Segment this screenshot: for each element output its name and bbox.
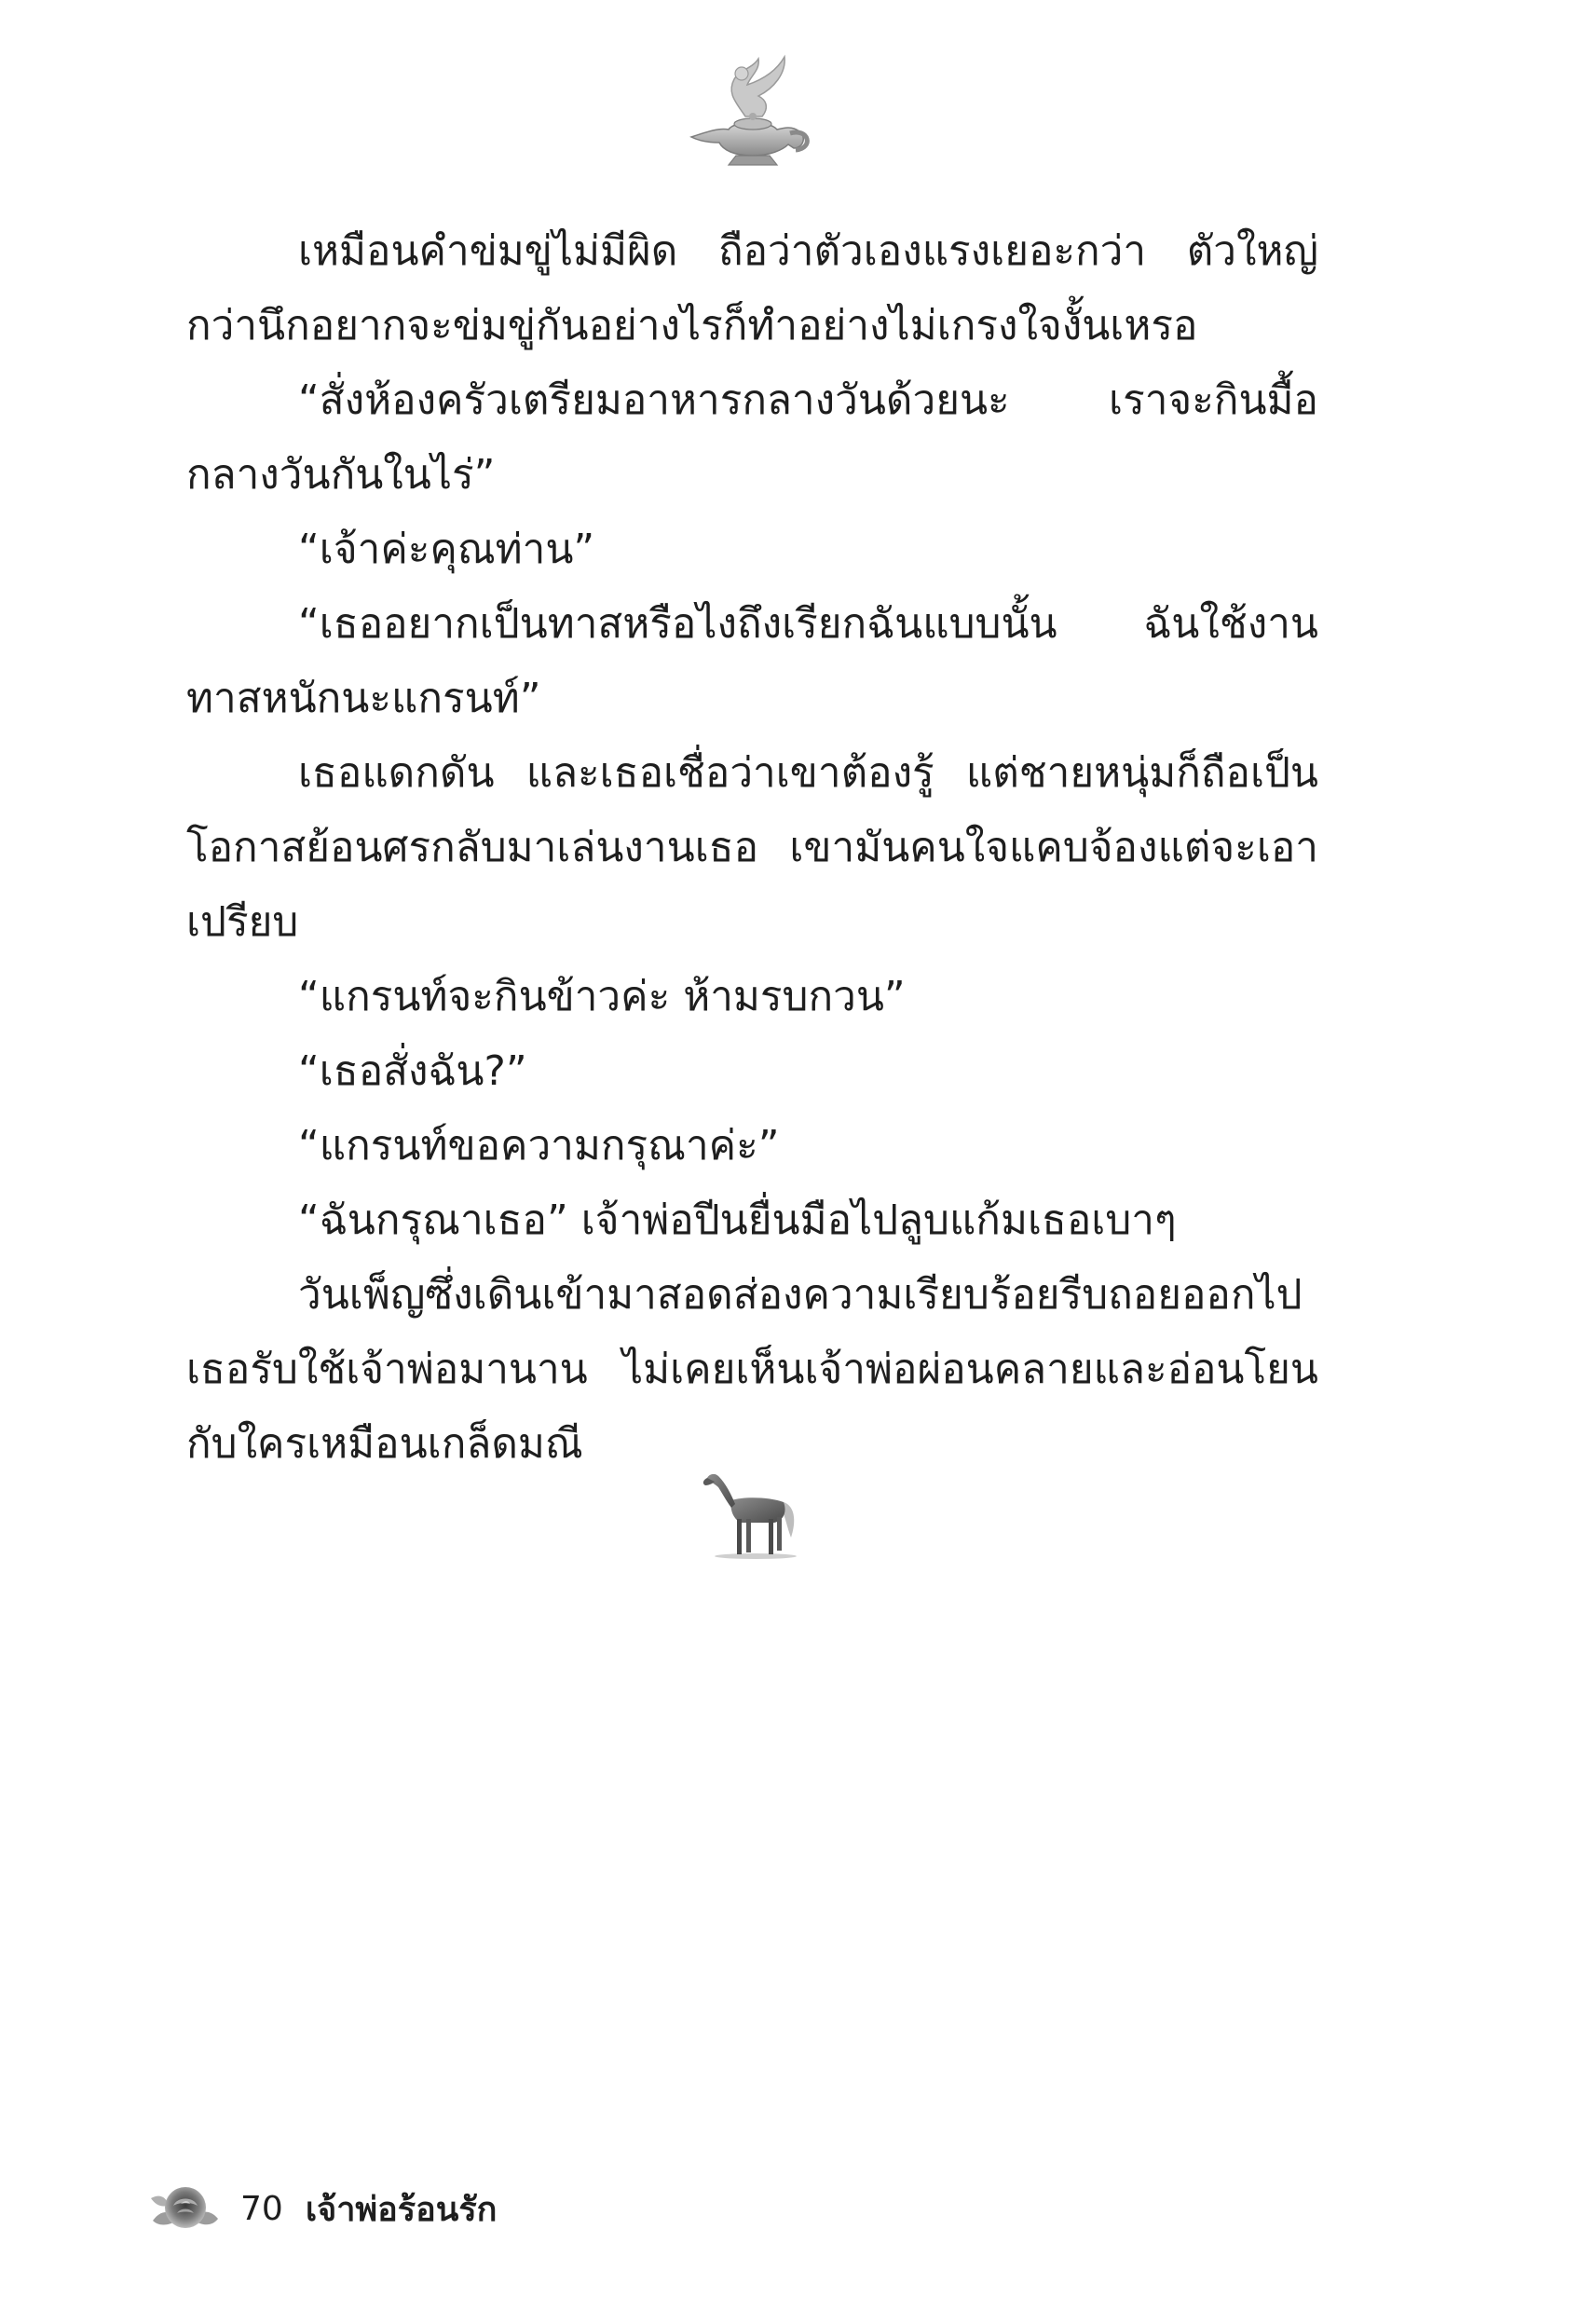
paragraph: “แกรนท์ขอความกรุณาค่ะ” bbox=[298, 1122, 780, 1169]
page-footer bbox=[147, 2176, 497, 2241]
paragraph: “ฉันกรุณาเธอ” เจ้าพ่อปีนยื่นมือไปลูบแก้มเธอเบาๆ bbox=[298, 1197, 1177, 1244]
horse-icon bbox=[694, 1463, 815, 1566]
paragraph: “แกรนท์จะกินข้าวค่ะ ห้ามรบกวน” bbox=[298, 973, 906, 1020]
body-text bbox=[186, 214, 1318, 1482]
paragraph: “สั่งห้องครัวเตรียมอาหารกลางวันด้วยนะ เราจะกินมื้อกลางวันกันในไร่” bbox=[186, 376, 1318, 499]
paragraph: “เจ้าค่ะคุณท่าน” bbox=[298, 526, 595, 573]
page-number: 70 bbox=[240, 2189, 283, 2228]
rose-icon bbox=[147, 2180, 224, 2237]
paragraph: “เธอสั่งฉัน?” bbox=[298, 1047, 527, 1095]
book-title: เจ้าพ่อร้อนรัก bbox=[305, 2190, 498, 2229]
paragraph: เธอแดกดัน และเธอเชื่อว่าเขาต้องรู้ แต่ชายหนุ่มก็ถือเป็นโอกาสย้อนศรกลับมาเล่นงานเธอ เขามันคนใจแคบจ้องแต่จะเอาเปรียบ bbox=[186, 749, 1318, 946]
paragraph: เหมือนคำข่มขู่ไม่มีผิด ถือว่าตัวเองแรงเยอะกว่า ตัวใหญ่กว่านึกอยากจะข่มขู่กันอย่างไรก็ทำอย่างไม่เกรงใจงั้นเหรอ bbox=[186, 227, 1318, 349]
paragraph: “เธออยากเป็นทาสหรือไงถึงเรียกฉันแบบนั้น ฉันใช้งานทาสหนักนะแกรนท์” bbox=[186, 600, 1318, 722]
genie-lamp-icon bbox=[680, 51, 820, 172]
paragraph: วันเพ็ญซึ่งเดินเข้ามาสอดส่องความเรียบร้อยรีบถอยออกไป เธอรับใช้เจ้าพ่อมานาน ไม่เคยเห็นเจ้าพ่อผ่อนคลายและอ่อนโยนกับใครเหมือนเกล็ดมณี bbox=[186, 1271, 1318, 1468]
